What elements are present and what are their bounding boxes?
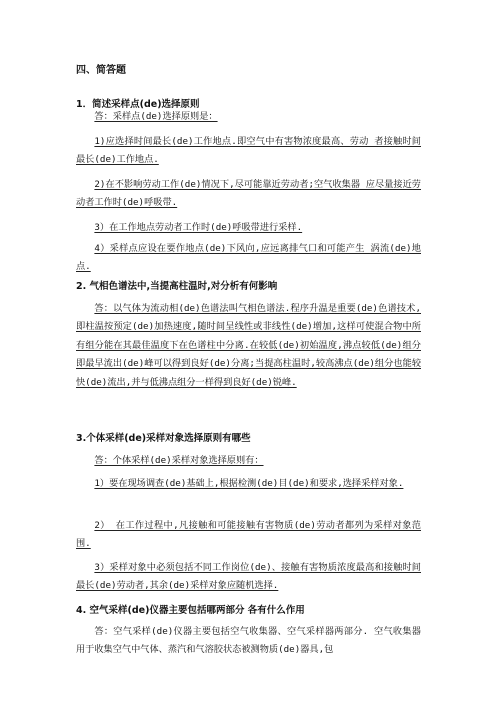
question-3-point-1: 1）要在现场调查(de)基础上,根据检测(de)目(de)和要求,选择采样对象.	[94, 478, 404, 489]
question-4-answer: 答：空气采样(de)仪器主要包括空气收集器、空气采样器两部分. 空气收集器用于收集空气中气体、蒸汽和气溶胶状态被测物质(de)器具,包	[76, 626, 421, 656]
question-2-answer: 答：以气体为流动相(de)色谱法叫气相色谱法.程序升温是重要(de)色谱技术,即柱温按预定(de)加热速度,随时间呈线性或非线性(de)增加,这样可使混合物中所有组分能在其最佳温度下在色谱柱中分离.在较低(de)初始温度,沸点较低(de)组分即最早流出(de)峰可以得到良好(de)分离;当提高柱温时,较高沸点(de)组分也能较快(de)流出,并与低沸点组分一样得到良好(de)锐峰.	[76, 303, 421, 388]
question-2-title: 2. 气相色谱法中,当提高柱温时,对分析有何影响	[76, 281, 278, 292]
question-1-title: 1．简述采样点(de)选择原则	[76, 99, 200, 110]
question-3-point-3: 3）采样对象中必须包括不同工作岗位(de)、接触有害物质浓度最高和接触时间最长(de)劳动者,其余(de)采样对象应随机选择.	[76, 562, 421, 592]
question-3-answer-intro: 答：个体采样(de)采样对象选择原则有：	[94, 455, 264, 466]
section-title: 四、简答题	[76, 65, 126, 76]
question-1-point-2: 2)在不影响劳动工作(de)情况下,尽可能靠近劳动者;空气收集器 应尽量接近劳动者工作时(de)呼吸带.	[76, 179, 421, 209]
question-4-title: 4. 空气采样(de)仪器主要包括哪两部分 各有什么作用	[76, 605, 305, 616]
question-1-point-3: 3）在工作地点劳动者工作时(de)呼吸带进行采样.	[94, 222, 303, 233]
question-3-point-2: 2） 在工作过程中,凡接触和可能接触有害物质(de)劳动者都列为采样对象范围.	[76, 520, 421, 550]
question-3-title: 3.个体采样(de)采样对象选择原则有哪些	[76, 433, 251, 444]
question-1-point-1: 1)应选择时间最长(de)工作地点.即空气中有害物浓度最高、劳动 者接触时间最长(de)工作地点.	[76, 136, 421, 166]
question-1-point-4: 4）采样点应设在要作地点(de)下风向,应远离排气口和可能产生 涡流(de)地点.	[76, 243, 421, 273]
question-1-answer-intro	[76, 108, 421, 126]
answer-intro-text: 答：采样点(de)选择原则是：	[94, 111, 218, 122]
